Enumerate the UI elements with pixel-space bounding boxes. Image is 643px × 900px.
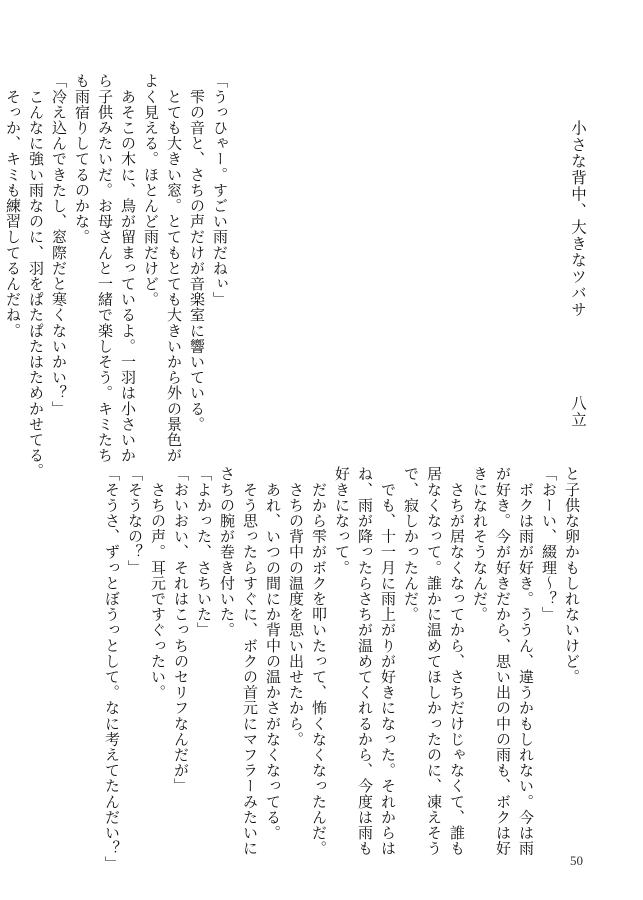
text-line: こんなに強い雨なのに、羽をぱたぱたはためかせてる。 [27,73,45,479]
text-line: 「そうさ、ずっとぼうっとして。なに考えてたんだい？」 [103,466,121,872]
text-line: そっか、キミも練習してるんだね。 [4,73,22,339]
text-line: ボクは雨が好き。ううん、違うかもしれない。今は雨 [517,466,535,856]
text-line: 雫の音と、さちの声だけが音楽室に響いている。 [188,73,206,432]
page-number: 50 [570,853,583,868]
text-line: だから雫がボクを叩いたって、怖くなくなったんだ。 [310,466,328,856]
text-line: とても大きい窓。とてもとても大きいから外の景色が [165,73,183,463]
text-line: と子供な卵かもしれないけど。 [563,466,581,685]
text-line: そう思ったらすぐに、ボクの首元にマフラーみたいに [241,466,259,856]
text-line: 「おいおい、それはこっちのセリフなんだが」 [172,466,190,794]
text-line: きになれそうなんだ。 [471,466,489,622]
text-line: 「うっひゃー。すごい雨だねぃ」 [211,73,229,307]
text-line: あそこの木に、鳥が留まっているよ。一羽は小さいか [119,73,137,463]
text-line: 「そうなの？」 [126,466,144,576]
text-line: 「おーい、綴理～？」 [540,466,558,622]
text-line: 「冷え込んできたし、窓際だと寒くないかい？」 [50,73,68,417]
text-line: さちの背中の温度を思い出せたから。 [287,466,305,747]
text-line: が好き。今が好きだから、思い出の中の雨も、ボクは好 [494,466,512,856]
text-line: ら子供みたいだ。お母さんと一緒で楽しそう。キミたち [96,73,114,463]
text-line: さちが居なくなってから、さちだけじゃなくて、誰も [448,466,466,856]
author-name: 八立 [569,395,587,428]
text-line: で、寂しかったんだ。 [402,466,420,622]
text-line: 好きになって。 [333,466,351,576]
text-line: さちの声。耳元ですぐったい。 [149,466,167,700]
story-title: 小さな背中、大きなツバサ [569,120,587,318]
text-line: よく見える。ほとんど雨だけど。 [142,73,160,307]
text-line: も雨宿りしてるのかな。 [73,73,91,245]
text-line: あれ、いつの間にか背中の温かさがなくなってる。 [264,466,282,841]
text-line: ね、雨が降ったらさちが温めてくれるから、今度は雨も [356,466,374,856]
text-line: 「よかった、さちいた」 [195,466,213,638]
text-line: でも、十一月に雨上がりが好きになった。それからは [379,466,397,856]
text-line: さちの腕が巻き付いた。 [218,466,236,638]
text-line: 居なくなって。誰かに温めてほしかったのに、凍えそう [425,466,443,856]
upper-text-block [0,73,231,479]
text-line [0,73,1,433]
